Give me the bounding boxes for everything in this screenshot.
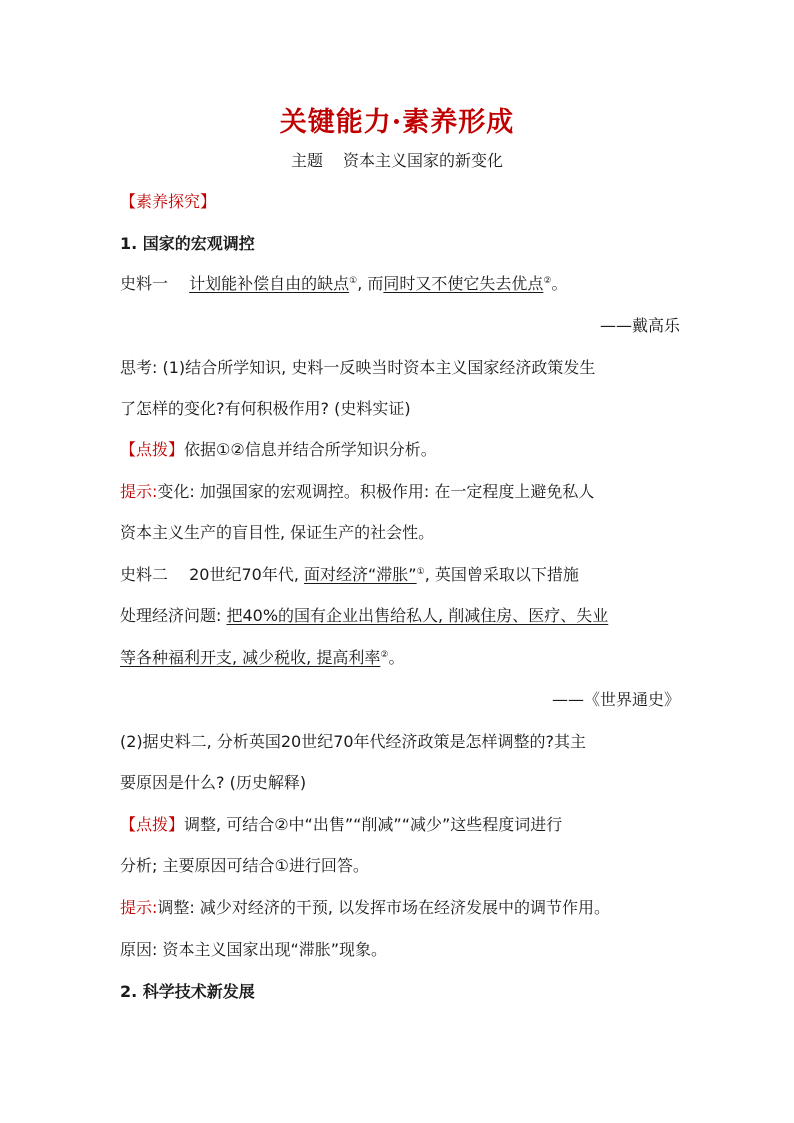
subtitle-text: 资本主义国家的新变化 [343, 151, 504, 170]
answer1-text1: 变化: 加强国家的宏观调控。积极作用: 在一定程度上避免私人 [157, 482, 595, 501]
hint2-line2: 分析; 主要原因可结合①进行回答。 [120, 856, 369, 875]
material1-quote-part1: 计划能补偿自由的缺点 [189, 274, 350, 293]
material2-l1-underline: 面对经济“滞胀” [304, 565, 417, 584]
answer1-label: 提示: [120, 482, 158, 501]
material2-source: ——《世界通史》 [551, 690, 680, 709]
material2-l2-prefix: 处理经济问题: [120, 606, 227, 625]
hint1-label: 【点拨】 [120, 440, 185, 459]
material1-end: 。 [551, 274, 568, 293]
hint2-line1 [120, 813, 680, 837]
material2-line3 [120, 646, 680, 670]
answer2-line1 [120, 896, 680, 920]
material1-source: ——戴高乐 [599, 316, 680, 335]
page-subtitle [0, 148, 794, 171]
question2-line2: 要原因是什么? (历史解释) [120, 773, 307, 792]
hint2-text1: 调整, 可结合②中“出售”“削减”“减少”这些程度词进行 [184, 815, 563, 834]
hint2-label: 【点拨】 [120, 815, 185, 834]
hint1 [120, 438, 680, 462]
material1-mark1: ① [349, 276, 358, 286]
material2-l3-end: 。 [388, 648, 405, 667]
page-title: 关键能力·素养形成 [279, 107, 515, 138]
material1-comma: , 而 [357, 274, 384, 293]
question2-line1: (2)据史料二, 分析英国20世纪70年代经济政策是怎样调整的?其主 [120, 732, 587, 751]
answer1-line2: 资本主义生产的盲目性, 保证生产的社会性。 [120, 523, 435, 542]
material2-l3-mark: ② [380, 650, 389, 660]
subtitle-topic: 主题 [290, 151, 323, 170]
answer2-text1: 调整: 减少对经济的干预, 以发挥市场在经济发展中的调节作用。 [157, 898, 611, 917]
item2-title: 2. 科学技术新发展 [120, 982, 255, 1001]
answer1-line1 [120, 480, 680, 504]
material1-quote-part2: 同时又不使它失去优点 [383, 274, 544, 293]
material1-line [120, 272, 680, 296]
answer2-line2: 原因: 资本主义国家出现“滞胀”现象。 [120, 940, 388, 959]
material2-line2 [120, 604, 680, 628]
material2-l1-mark: ① [416, 567, 425, 577]
material2-l3-underline: 等各种福利开支, 减少税收, 提高利率 [120, 648, 381, 667]
question1-line1: 思考: (1)结合所学知识, 史料一反映当时资本主义国家经济政策发生 [120, 358, 596, 377]
material2-line1 [120, 563, 680, 587]
section-heading: 【素养探究】 [120, 192, 217, 211]
material2-label: 史料二 [120, 565, 169, 584]
item1-title: 1. 国家的宏观调控 [120, 234, 255, 253]
material1-label: 史料一 [120, 274, 169, 293]
answer2-label: 提示: [120, 898, 158, 917]
question1-line2: 了怎样的变化?有何积极作用? (史料实证) [120, 399, 411, 418]
material1-mark2: ② [543, 276, 552, 286]
hint1-text: 依据①②信息并结合所学知识分析。 [184, 440, 437, 459]
material2-l1-prefix: 20世纪70年代, [189, 565, 305, 584]
material2-l1-suffix: , 英国曾采取以下措施 [424, 565, 579, 584]
material2-l2-underline: 把40%的国有企业出售给私人, 削减住房、医疗、失业 [226, 606, 609, 625]
